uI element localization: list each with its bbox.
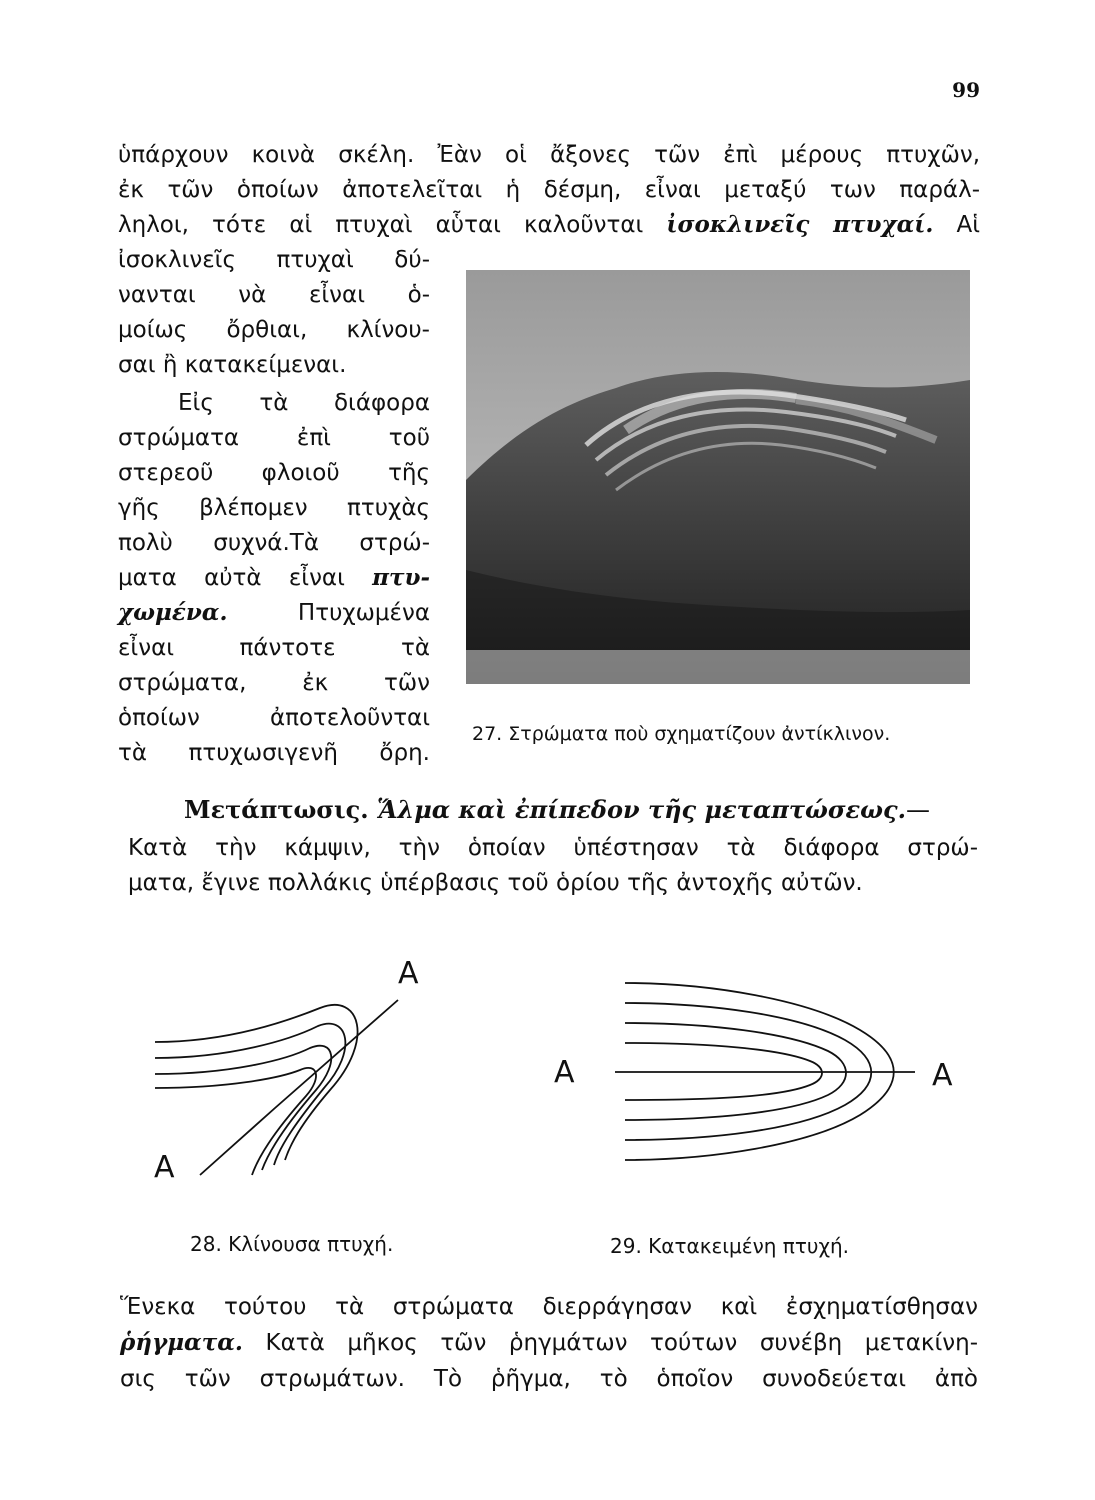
anticline-photo <box>466 270 970 684</box>
recumbent-fold-diagram <box>590 975 930 1170</box>
body-text-line: ὑπάρχουν κοινὰ σκέλη. Ἐὰν οἱ ἄξονες τῶν ἐπὶ μέρους πτυχῶν, <box>118 142 980 168</box>
body-text-line: ὁποίων ἀποτελοῦνται <box>118 705 430 731</box>
body-text-line: στρώματα, ἐκ τῶν <box>118 670 430 696</box>
body-text-line: Εἰς τὰ διάφορα <box>178 390 430 416</box>
page-number: 99 <box>952 78 980 102</box>
term-isoclinal-folds: ἰσοκλινεῖς πτυχαί. <box>666 211 934 238</box>
body-text-line: σις τῶν στρωμάτων. Τὸ ῥῆγμα, τὸ ὁποῖον συνοδεύεται ἀπὸ <box>120 1366 978 1392</box>
body-text-line: σαι ἢ κατακείμεναι. <box>118 352 347 378</box>
body-text-line: νανται νὰ εἶναι ὁ- <box>118 282 430 308</box>
body-text: ληλοι, τότε αἱ πτυχαὶ αὗται καλοῦνται <box>118 212 667 238</box>
axis-label-a-right: A <box>932 1058 953 1093</box>
axis-label-a-bottom: A <box>154 1150 175 1185</box>
body-text: ματα αὐτὰ εἶναι <box>118 565 373 591</box>
body-text: Αἱ <box>933 212 981 238</box>
figure-27-caption: 27. Στρώματα ποὺ σχηματίζουν ἀντίκλινον. <box>472 723 891 745</box>
axis-label-a-top: A <box>398 956 419 991</box>
figure-28-caption: 28. Κλίνουσα πτυχή. <box>190 1232 394 1256</box>
term-folded: πτυ- <box>372 564 430 591</box>
term-fractures: ῥήγματα. <box>120 1329 243 1356</box>
body-text-line: ἐκ τῶν ὁποίων ἀποτελεῖται ἡ δέσμη, εἶναι μεταξύ των παράλ- <box>118 177 980 203</box>
body-text-line: γῆς βλέπομεν πτυχὰς <box>118 495 430 521</box>
term-folded: χωμένα. <box>118 599 228 626</box>
body-text-line: Κατὰ τὴν κάμψιν, τὴν ὁποίαν ὑπέστησαν τὰ διάφορα στρώ- <box>128 835 978 861</box>
body-text-line <box>118 598 430 628</box>
body-text-line <box>120 1328 978 1358</box>
body-text-line: ματα, ἔγινε πολλάκις ὑπέρβασις τοῦ ὁρίου τῆς ἀντοχῆς αὐτῶν. <box>128 870 863 896</box>
body-text-line: στρώματα ἐπὶ τοῦ <box>118 425 430 451</box>
body-text-line: ἰσοκλινεῖς πτυχαὶ δύ- <box>118 247 430 273</box>
body-text: Κατὰ μῆκος τῶν ῥηγμάτων τούτων συνέβη μετακίνη- <box>242 1330 978 1356</box>
axis-label-a-left: A <box>554 1055 575 1090</box>
heading-dash: — <box>905 796 930 824</box>
body-text-line: τὰ πτυχωσιγενῆ ὄρη. <box>118 740 430 766</box>
body-text: Πτυχωμένα <box>227 600 430 626</box>
body-text-line <box>118 563 430 593</box>
body-text-line: πολὺ συχνά.Τὰ στρώ- <box>118 530 430 556</box>
inclined-fold-diagram <box>140 956 440 1190</box>
body-text-line: Ἕνεκα τούτου τὰ στρώματα διερράγησαν καὶ ἐσχηματίσθησαν <box>120 1294 978 1320</box>
heading-subtitle: Ἅλμα καὶ ἐπίπεδον τῆς μεταπτώσεως. <box>368 795 906 824</box>
heading-metaptosis: Μετάπτωσις. <box>184 795 369 824</box>
body-text-line: στερεοῦ φλοιοῦ τῆς <box>118 460 430 486</box>
section-heading <box>184 795 984 825</box>
body-text-line: μοίως ὄρθιαι, κλίνου- <box>118 317 430 343</box>
figure-29-caption: 29. Κατακειμένη πτυχή. <box>610 1234 850 1258</box>
body-text-line: εἶναι πάντοτε τὰ <box>118 635 430 661</box>
body-text-line <box>118 210 980 240</box>
